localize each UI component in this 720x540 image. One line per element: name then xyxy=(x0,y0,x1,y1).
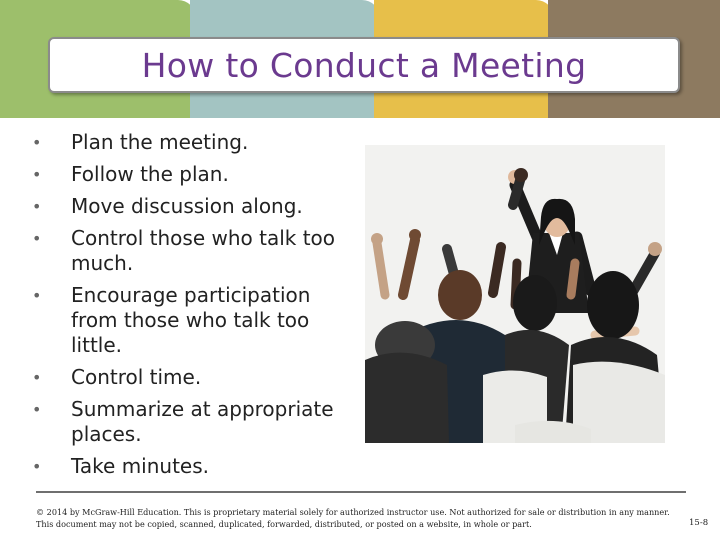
bullet-icon: • xyxy=(32,368,42,387)
bullet-text: Control time. xyxy=(71,365,202,389)
bullet-icon: • xyxy=(32,165,42,184)
bullet-icon: • xyxy=(32,286,42,305)
bullet-text: Follow the plan. xyxy=(71,162,229,186)
copyright-line-2: This document may not be copied, scanned, duplicated, forwarded, distributed, or posted on a website, in whole or part. xyxy=(36,519,532,529)
bullet-text: Encourage participation from those who talk too little. xyxy=(71,283,311,357)
bullet-item xyxy=(28,397,358,447)
bullet-item xyxy=(28,365,358,390)
bullet-item xyxy=(28,226,358,276)
bullet-icon: • xyxy=(32,197,42,216)
page-number: 15-8 xyxy=(689,518,709,528)
bullet-item xyxy=(28,162,358,187)
meeting-illustration xyxy=(365,145,665,443)
bullet-item xyxy=(28,194,358,219)
bullet-icon: • xyxy=(32,133,42,152)
bullet-item xyxy=(28,454,358,479)
footer-divider xyxy=(36,491,686,493)
bullet-text: Take minutes. xyxy=(71,454,210,478)
bullet-icon: • xyxy=(32,229,42,248)
bullet-list xyxy=(28,130,358,486)
slide-title: How to Conduct a Meeting xyxy=(141,45,587,85)
bullet-text: Control those who talk too much. xyxy=(71,226,336,275)
bullet-text: Summarize at appropriate places. xyxy=(71,397,334,446)
bullet-text: Plan the meeting. xyxy=(71,130,249,154)
bullet-item xyxy=(28,283,358,358)
bullet-text: Move discussion along. xyxy=(71,194,303,218)
bullet-icon: • xyxy=(32,400,42,419)
meeting-photo xyxy=(365,145,665,443)
copyright-line-1: © 2014 by McGraw-Hill Education. This is proprietary material solely for authorized instructor use. Not authorized for sale or distribution in any manner. xyxy=(36,507,670,517)
title-box xyxy=(48,37,680,93)
copyright-footer xyxy=(36,506,676,530)
bullet-icon: • xyxy=(32,457,42,476)
bullet-item xyxy=(28,130,358,155)
